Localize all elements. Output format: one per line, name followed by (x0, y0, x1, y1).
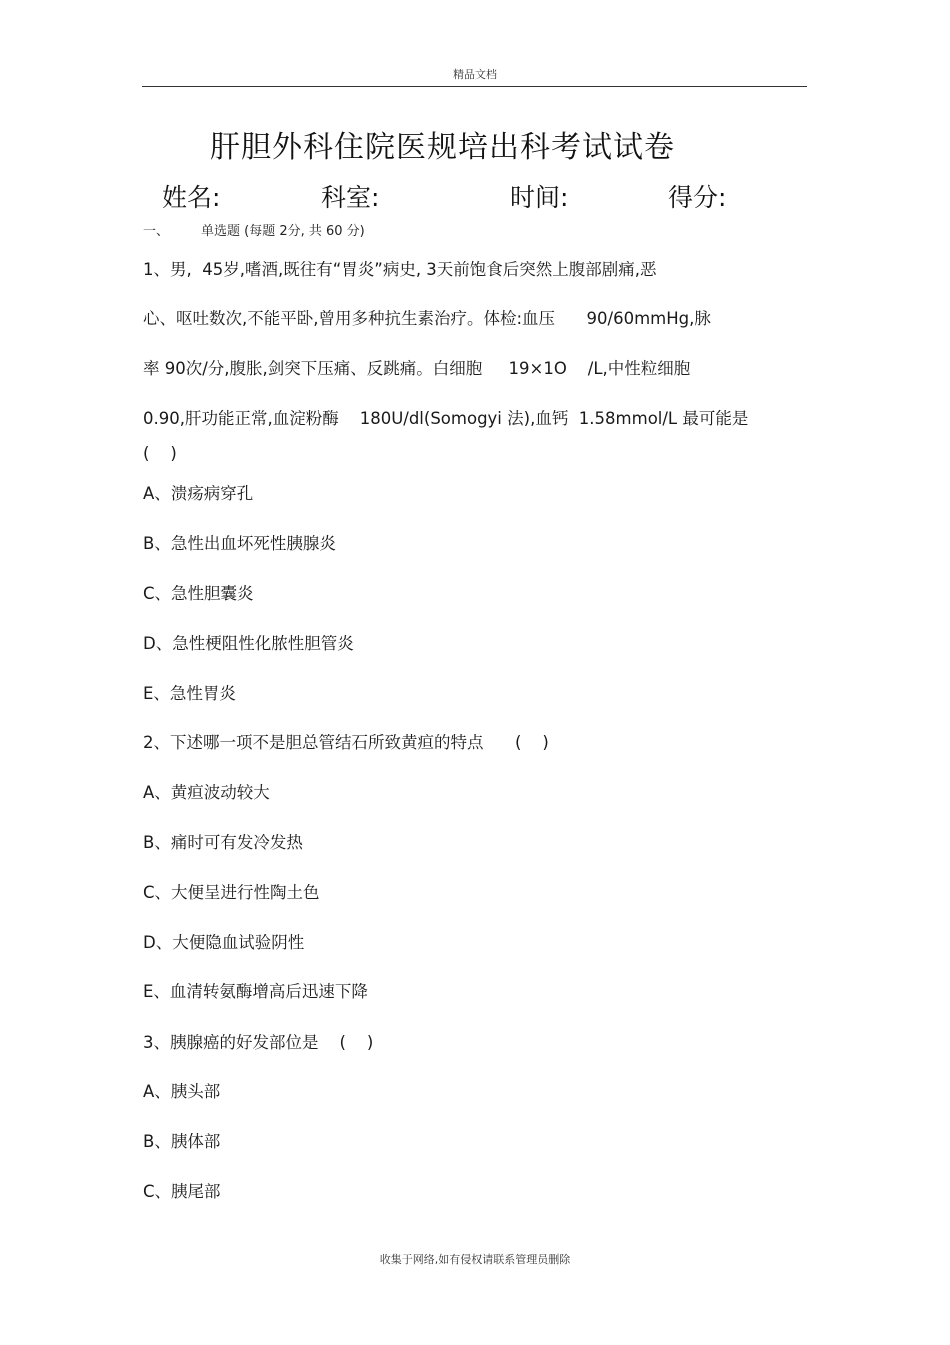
question-2-option-d: D、大便隐血试验阴性 (143, 933, 305, 952)
section-number: 一、 (143, 224, 170, 239)
question-3-option-a: A、胰头部 (143, 1082, 221, 1101)
name-field-label: 姓名: (162, 183, 221, 212)
question-2-option-e: E、血清转氨酶增高后迅速下降 (143, 982, 368, 1001)
time-field-label: 时间: (510, 183, 569, 212)
question-1-line-1: 1、男, 45岁,嗜酒,既往有“胃炎”病史, 3天前饱食后突然上腹部剧痛,恶 (143, 260, 657, 279)
question-1-option-c: C、急性胆囊炎 (143, 584, 254, 603)
page-footer-note: 收集于网络,如有侵权请联系管理员删除 (379, 1253, 571, 1266)
question-2-stem: 2、下述哪一项不是胆总管结石所致黄疸的特点 ( ) (143, 733, 549, 752)
exam-title: 肝胆外科住院医规培出科考试试卷 (210, 130, 675, 165)
question-1-option-a: A、溃疡病穿孔 (143, 484, 254, 503)
department-field-label: 科室: (321, 183, 380, 212)
question-1-option-d: D、急性梗阻性化脓性胆管炎 (143, 634, 354, 653)
question-1-option-b: B、急性出血坏死性胰腺炎 (143, 534, 336, 553)
header-divider (142, 86, 807, 87)
question-1-line-5: ( ) (143, 444, 177, 463)
question-3-option-b: B、胰体部 (143, 1132, 221, 1151)
question-1-line-4: 0.90,肝功能正常,血淀粉酶 180U/dl(Somogyi 法),血钙 1.58mmol/L 最可能是 (143, 409, 749, 428)
question-3-option-c: C、胰尾部 (143, 1182, 221, 1201)
question-3-stem: 3、胰腺癌的好发部位是 ( ) (143, 1033, 374, 1052)
question-1-line-2: 心、呕吐数次,不能平卧,曾用多种抗生素治疗。体检:血压 90/60mmHg,脉 (143, 309, 711, 328)
section-label: 单选题 (每题 2分, 共 60 分) (201, 224, 365, 239)
question-2-option-c: C、大便呈进行性陶土色 (143, 883, 320, 902)
section-heading (143, 220, 365, 239)
page-header-label: 精品文档 (453, 68, 497, 81)
question-2-option-b: B、痛时可有发冷发热 (143, 833, 303, 852)
question-2-option-a: A、黄疸波动较大 (143, 783, 270, 802)
score-field-label: 得分: (668, 183, 727, 212)
question-1-line-3: 率 90次/分,腹胀,剑突下压痛、反跳痛。白细胞 19×1O /L,中性粒细胞 (143, 359, 691, 378)
question-1-option-e: E、急性胃炎 (143, 684, 236, 703)
